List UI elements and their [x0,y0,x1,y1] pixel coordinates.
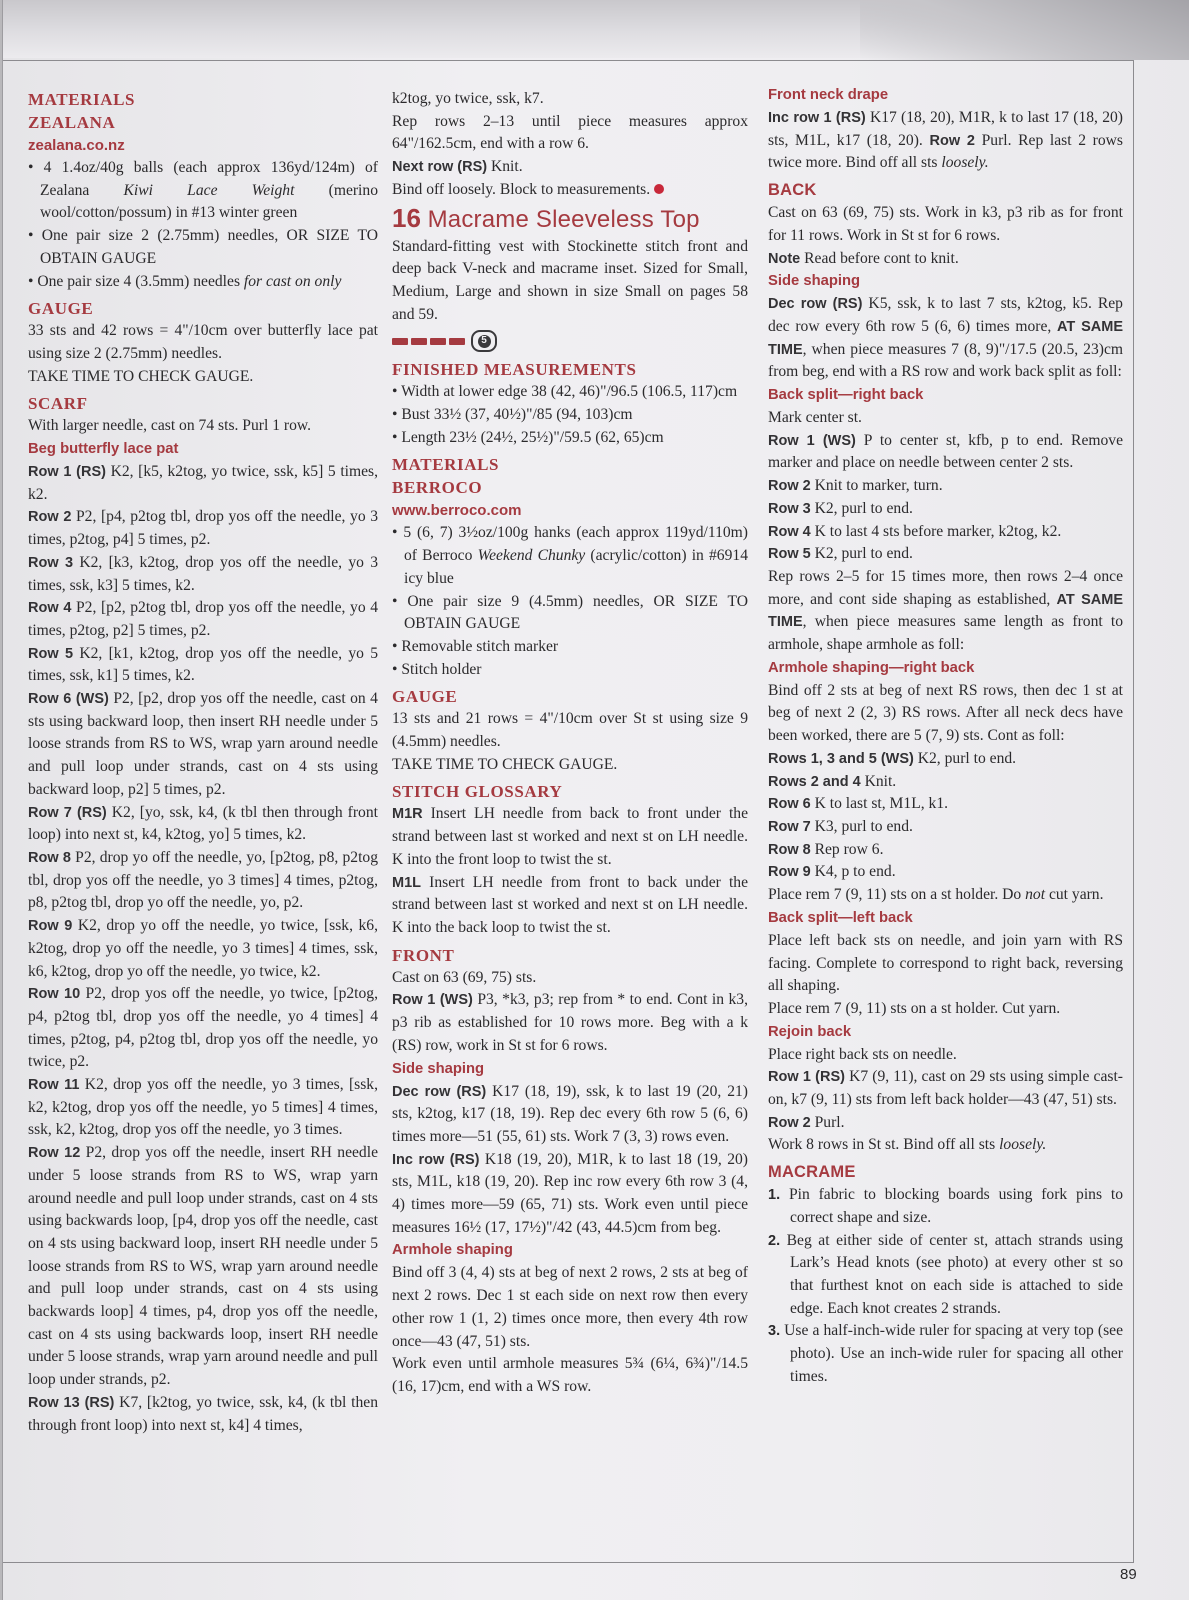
pattern-row: Row 2 P2, [p4, p2tog tbl, drop yos off the needle, yo 3 times, p2tog, p4] 5 times, p2. [28,508,379,549]
page-curl-shadow-right [860,0,1189,60]
lace-pattern-subheading: Beg butterfly lace pat [28,441,179,458]
side-shaping-subheading: Side shaping [768,273,861,290]
materials-brand: BERROCO [392,478,483,498]
skill-bar-icon [449,338,465,345]
left-back-text: Place left back sts on needle, and join yarn with RS facing. Complete to correspond to right back, reversing all shaping. [768,931,1123,995]
macrame-step: 1. Pin fabric to blocking boards using fork pins to correct shape and size. [768,1186,1123,1226]
pattern-row: Row 2 Knit to marker, turn. [768,477,943,495]
armhole-shaping-subheading: Armhole shaping [392,1242,513,1259]
macrame-step: 2. Beg at either side of center st, attach strands using Lark’s Head knots (see photo) at every other st so that furthest knot on each side is attached to side edge. Each knot creates 2 strands. [768,1231,1123,1317]
macrame-step: 3. Use a half-inch-wide ruler for spacing at very top (see photo). Use an inch-wide ruler for spacing all other times. [768,1322,1123,1385]
pattern-row: Row 4 K to last 4 sts before marker, k2tog, k2. [768,522,1062,540]
armhole-shaping-right-back-subheading: Armhole shaping—right back [768,659,975,676]
materials-heading: MATERIALS [28,90,136,109]
front-heading: FRONT [392,945,455,965]
pattern-row: Row 8 P2, drop yo off the needle, yo, [p2tog, p8, p2tog tbl, drop yos off the needle, yo 3 times] 4 times, p2tog, p8, p2tog tbl, drop yo off the needle, yo, p2. [28,848,378,912]
front-row-1: Row 1 (WS) P3, *k3, p3; rep from * to end. Cont in k3, p3 rib as established for 10 rows more. Beg with a k (RS) row, work in St st for 6 rows. [392,991,748,1054]
pattern-title: 16 Macrame Sleeveless Top [392,202,700,233]
column-1 [28,88,378,1437]
yarn-weight-icon: 5 [471,330,497,352]
gauge-text: 33 sts and 42 rows = 4"/10cm over butterfly lace pat using size 2 (2.75mm) needles. [28,322,378,362]
gauge-text: 13 sts and 21 rows = 4"/10cm over St st using size 9 (4.5mm) needles. [392,710,748,751]
gauge-check: TAKE TIME TO CHECK GAUGE. [392,755,618,773]
materials-item: • 4 1.4oz/40g balls (each approx 136yd/124m) of Zealana Kiwi Lace Weight (merino wool/cotton/possum) in #13 winter green [28,159,378,222]
measurement-item: • Width at lower edge 38 (42, 46)"/96.5 (106.5, 117)cm [392,383,738,401]
pattern-row: Row 13 (RS) K7, [k2tog, yo twice, ssk, k4, (k tbl then through front loop) into next st, k4] 4 times, [28,1393,378,1434]
materials-item: • 5 (6, 7) 3½oz/100g hanks (each approx 119yd/110m) of Berroco Weekend Chunky (acrylic/cotton) in #6914 icy blue [392,524,748,587]
armhole-text-2: Work even until armhole measures 5¾ (6¼, 6¾)"/14.5 (16, 17)cm, end with a WS row. [392,1355,748,1395]
materials-item: • One pair size 2 (2.75mm) needles, OR SIZE TO OBTAIN GAUGE [28,227,378,267]
pattern-row: Row 6 K to last st, M1L, k1. [768,795,949,813]
scarf-intro: With larger needle, cast on 74 sts. Purl 1 row. [28,417,312,435]
pattern-row: Row 10 P2, drop yos off the needle, yo twice, [p2tog, p4, p2tog tbl, drop yos off the needle, yo 4 times] 4 times, p2tog, p4, p2tog tbl, drop yos off the needle, yo twice, p2. [28,985,378,1071]
rejoin-back-subheading: Rejoin back [768,1023,852,1040]
glossary-entry: M1R Insert LH needle from back to front under the strand between last st worked and next st on LH needle. K into the front loop to twist the st. [392,805,748,868]
skill-bar-icon [411,338,427,345]
repeat-instruction: Rep rows 2–5 for 15 times more, then rows 2–4 once more, and cont side shaping as established, AT SAME TIME, when piece measures same length as front to armhole, shape armhole as foll: [768,567,1123,654]
inc-row: Inc row (RS) K18 (19, 20), M1R, k to last 18 (19, 20) sts, M1L, k18 (19, 20). Rep inc row every 6th row 3 (4, 4) times more—59 (65, 71) sts. Work even until piece measures 16½ (17, 17½)"/42 (43, 44.5)cm from beg. [392,1150,748,1236]
pattern-row: Row 4 P2, [p2, p2tog tbl, drop yos off the needle, yo 4 times, p2tog, p2] 5 times, p2. [28,599,379,639]
pattern-row: Row 8 Rep row 6. [768,840,884,858]
materials-item: • One pair size 4 (3.5mm) needles for cast on only [28,272,342,290]
pattern-row: Row 9 K2, drop yo off the needle, yo twice, [ssk, k6, k2tog, drop yo off the needle, yo 3 times] 4 times, ssk, k6, k2tog, drop yo off the needle, yo twice, k2. [28,917,378,980]
pattern-row: Row 9 K4, p to end. [768,863,896,881]
back-heading: BACK [768,181,817,200]
pattern-row: Row 5 K2, [k1, k2tog, drop yos off the needle, yo 5 times, ssk, k1] 5 times, k2. [28,644,378,685]
pattern-row: Row 6 (WS) P2, [p2, drop yos off the needle, cast on 4 sts using backward loop, then insert RH needle under 5 loose strands from RS to WS, wrap yarn around needle and pull loop under strands, cast on 4 sts using backward loop, p2] 5 times, p2. [28,690,378,798]
pattern-row: Rows 2 and 4 Knit. [768,772,897,790]
pattern-row: Row 11 K2, drop yos off the needle, yo 3 times, [ssk, k2, k2tog, drop yos off the needle, yo 5 times] 4 times, ssk, k2, k2tog, drop yos off the needle, yo 3 times. [28,1076,378,1139]
pattern-row: Rows 1, 3 and 5 (WS) K2, purl to end. [768,749,1017,767]
pattern-row: Row 1 (RS) K2, [k5, k2tog, yo twice, ssk, k5] 5 times, k2. [28,463,378,503]
skill-bar-icon [430,338,446,345]
frame-line-right [1133,60,1134,1562]
end-of-pattern-dot-icon [654,184,664,194]
front-neck-drape-subheading: Front neck drape [768,87,889,103]
column-3 [768,84,1123,1388]
gauge-heading: GAUGE [392,687,458,707]
back-text: Cast on 63 (69, 75) sts. Work in k3, p3 rib as for front for 11 rows. Work in St st for 6 rows. [768,204,1123,244]
pattern-row: Row 1 (RS) K7 (9, 11), cast on 29 sts using simple cast-on, k7 (9, 11) sts from left back holder—43 (47, 51) sts. [768,1068,1123,1109]
frame-line-top [3,60,1133,61]
measurement-item: • Length 23½ (24½, 25½)"/59.5 (62, 65)cm [392,428,664,446]
mark-center: Mark center st. [768,409,862,427]
dec-row: Dec row (RS) K17 (18, 19), ssk, k to last 19 (20, 21) sts, k2tog, k17 (18, 19). Rep dec every 6th row 5 (6, 6) times more—51 (55, 61) sts. Work 7 (3, 3) rows even. [392,1082,748,1145]
pattern-row: Row 12 P2, drop yos off the needle, insert RH needle under 5 loose strands from RS to WS, wrap yarn around needle and pull loop under strands, cast on 4 sts using backwards loop, [p4, drop yos off the needle, cast on 4 sts using backward loop, insert RH needle under 5 loose strands from RS to WS, wrap yarn around needle and pull loop under strands, cast on 4 sts using backwards loop] 4 times, p4, drop yos off the needle, cast on 4 sts using backwards loop, insert RH needle under 5 loose strands, wrap yarn around needle and pull loop under strands, p2. [28,1144,378,1389]
bind-off-instruction: Bind off loosely. Block to measurements. [392,179,748,202]
dec-row: Dec row (RS) K5, ssk, k to last 7 sts, k2tog, k5. Rep dec row every 6th row 5 (6, 6) times more, AT SAME TIME, when piece measures 7 (8, 9)"/17.5 (20.5, 23)cm from beg, end with a RS row and work back split as foll: [768,295,1123,381]
materials-item: • Stitch holder [392,660,482,678]
materials-item: • Removable stitch marker [392,637,559,655]
frame-line-bottom [3,1562,1134,1563]
repeat-instruction: Rep rows 2–13 until piece measures approx 64"/162.5cm, end with a row 6. [392,112,748,153]
side-shaping-subheading: Side shaping [392,1060,485,1077]
back-split-right-subheading: Back split—right back [768,387,924,404]
pattern-row: Row 7 K3, purl to end. [768,817,913,835]
pattern-row: Row 3 K2, purl to end. [768,499,913,517]
front-cast-on: Cast on 63 (69, 75) sts. [392,968,537,986]
rejoin-work: Work 8 rows in St st. Bind off all sts loosely. [768,1136,1047,1154]
pattern-row-continued: k2tog, yo twice, ssk, k7. [392,90,544,107]
macrame-heading: MACRAME [768,1163,856,1182]
materials-item: • One pair size 9 (4.5mm) needles, OR SIZE TO OBTAIN GAUGE [392,592,748,633]
measurement-item: • Bust 33½ (37, 40½)"/85 (94, 103)cm [392,406,633,424]
pattern-row: Row 7 (RS) K2, [yo, ssk, k4, (k tbl then through front loop) into next st, k4, k2tog, yo] 5 times, k2. [28,803,378,844]
neck-drape-text: Inc row 1 (RS) K17 (18, 20), M1R, k to last 17 (18, 20) sts, M1L, k17 (18, 20). Row 2 Purl. Rep last 2 rows twice more. Bind off all sts loosely. [768,109,1123,172]
finished-measurements-heading: FINISHED MEASUREMENTS [392,360,637,380]
stitch-glossary-heading: STITCH GLOSSARY [392,782,563,802]
next-row: Next row (RS) Knit. [392,158,523,176]
page-number: 89 [1120,1566,1137,1583]
rejoin-text: Place right back sts on needle. [768,1045,957,1063]
armhole-text: Bind off 3 (4, 4) sts at beg of next 2 rows, 2 sts at beg of next 2 rows. Dec 1 st each side on next row then every other row 1 (1, 2) times once more, then every 4th row once—43 (47, 51) sts. [392,1264,748,1350]
brand-url: www.berroco.com [392,502,522,520]
pattern-row: Row 3 K2, [k3, k2tog, drop yos off the needle, yo 3 times, ssk, k3] 5 times, k2. [28,553,378,594]
pattern-row: Row 1 (WS) P to center st, kfb, p to end. Remove marker and place on needle between center 2 sts. [768,431,1124,472]
left-back-holder: Place rem 7 (9, 11) sts on a st holder. Cut yarn. [768,999,1061,1017]
pattern-row: Row 2 Purl. [768,1113,845,1131]
glossary-entry: M1L Insert LH needle from front to back under the strand between last st worked and next st on LH needle. K into the back loop to twist the st. [392,873,748,936]
column-2 [392,88,748,1399]
materials-heading: MATERIALS [392,455,500,475]
gauge-heading: GAUGE [28,299,94,319]
back-split-left-subheading: Back split—left back [768,909,913,926]
holder-instruction: Place rem 7 (9, 11) sts on a st holder. Do not cut yarn. [768,886,1104,904]
pattern-intro: Standard-fitting vest with Stockinette stitch front and deep back V-neck and macrame inset. Sized for Small, Medium, Large and shown in size Small on pages 58 and 59. [392,237,748,323]
gauge-check: TAKE TIME TO CHECK GAUGE. [28,367,254,385]
materials-brand: ZEALANA [28,113,116,132]
skill-bar-icon [392,338,408,345]
note: Note Read before cont to knit. [768,249,959,267]
pattern-row: Row 5 K2, purl to end. [768,545,913,563]
brand-url: zealana.co.nz [28,137,125,154]
scarf-heading: SCARF [28,394,88,414]
skill-level-indicator [392,328,748,354]
armhole-text: Bind off 2 sts at beg of next RS rows, then dec 1 st at beg of next 2 (2, 3) RS rows. After all neck decs have been worked, there are 5 (7, 9) sts. Cont as foll: [768,681,1123,745]
